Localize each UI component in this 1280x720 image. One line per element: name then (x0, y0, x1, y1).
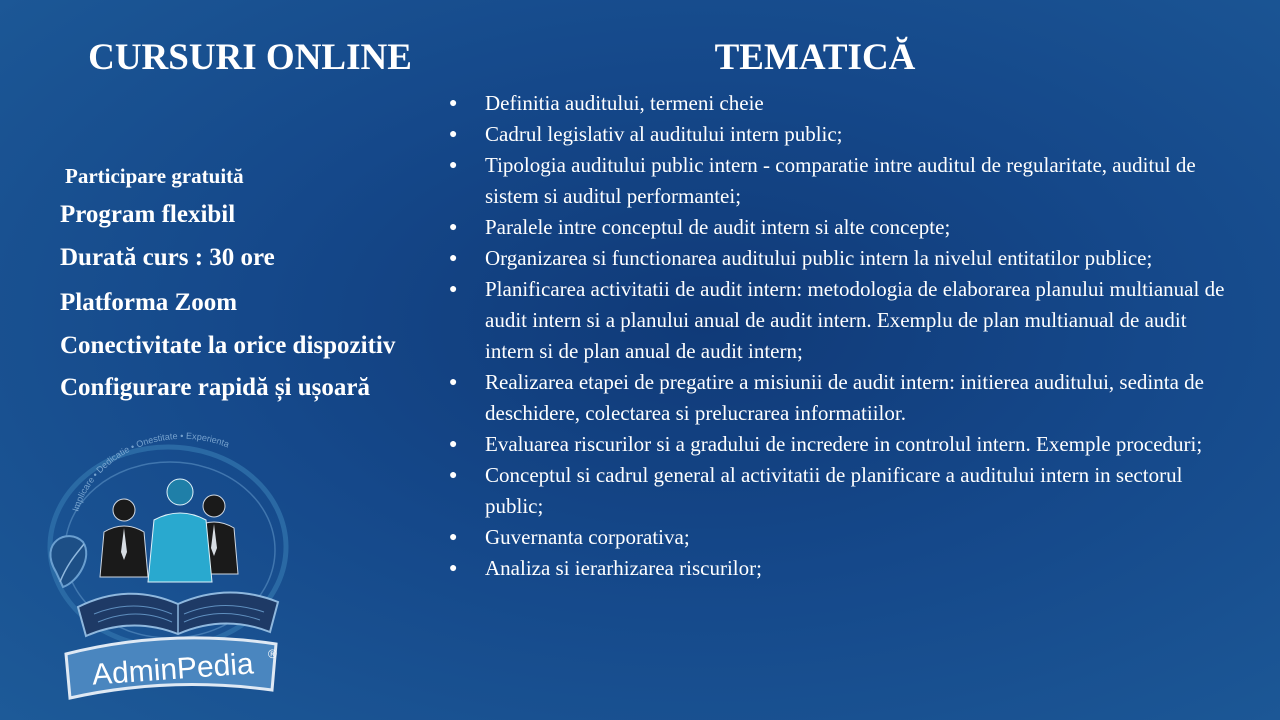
topic-text: Conceptul si cadrul general al activitatii de planificare a auditului intern in sectorul public; (485, 463, 1183, 518)
registered-mark: ® (268, 647, 277, 661)
brand-name: AdminPedia (90, 647, 255, 692)
topic-item (447, 553, 1227, 584)
topic-item (447, 150, 1227, 212)
bullet-icon: ● (449, 468, 458, 483)
adminpedia-logo (38, 432, 298, 704)
topic-text: Definitia auditului, termeni cheie (485, 91, 764, 115)
topic-text: Guvernanta corporativa; (485, 525, 690, 549)
brand-badge (66, 638, 277, 698)
topic-item (447, 243, 1227, 274)
bullet-icon: ● (449, 96, 458, 111)
feature-item: Participare gratuită (65, 164, 244, 188)
topic-item (447, 274, 1227, 367)
bullet-icon: ● (449, 375, 458, 390)
topic-text: Paralele intre conceptul de audit intern si alte concepte; (485, 215, 951, 239)
topic-item (447, 429, 1227, 460)
bullet-icon: ● (449, 251, 458, 266)
bullet-icon: ● (449, 530, 458, 545)
topic-text: Organizarea si functionarea auditului public intern la nivelul entitatilor publice; (485, 246, 1153, 270)
topics-title: TEMATICĂ (714, 37, 916, 78)
topic-item (447, 88, 1227, 119)
bullet-icon: ● (449, 220, 458, 235)
bullet-icon: ● (449, 561, 458, 576)
bullet-icon: ● (449, 282, 458, 297)
book-icon (78, 592, 278, 636)
people-icon (100, 479, 238, 582)
topic-text: Analiza si ierarhizarea riscurilor; (485, 556, 762, 580)
feature-item: Configurare rapidă și ușoară (60, 374, 370, 401)
bullet-icon: ● (449, 437, 458, 452)
feature-item: Program flexibil (60, 201, 236, 228)
topic-item (447, 367, 1227, 429)
topic-text: Evaluarea riscurilor si a gradului de incredere in controlul intern. Exemple proceduri; (485, 432, 1203, 456)
topic-item (447, 212, 1227, 243)
feature-item: Durată curs : 30 ore (60, 244, 275, 271)
topic-text: Planificarea activitatii de audit intern: metodologia de elaborarea planului multianual de audit intern si a planului anual de audit intern. Exemplu de plan multianual de audit intern si de plan anual de audit intern; (485, 277, 1225, 363)
topic-item (447, 460, 1227, 522)
feature-item: Platforma Zoom (60, 289, 238, 316)
topic-list (447, 88, 1227, 584)
topic-item (447, 119, 1227, 150)
bullet-icon: ● (449, 127, 458, 142)
feature-item: Conectivitate la orice dispozitiv (60, 332, 396, 359)
bullet-icon: ● (449, 158, 458, 173)
topic-item (447, 522, 1227, 553)
topic-text: Tipologia auditului public intern - comparatie intre auditul de regularitate, auditul de sistem si auditul performantei; (485, 153, 1196, 208)
courses-title: CURSURI ONLINE (88, 37, 412, 78)
topic-text: Realizarea etapei de pregatire a misiunii de audit intern: initierea auditului, sedinta de deschidere, colectarea si prelucrarea informatiilor. (485, 370, 1204, 425)
topic-text: Cadrul legislativ al auditului intern public; (485, 122, 843, 146)
logo-arc-text: Implicare • Dedicatie • Onestitate • Experienta (70, 432, 231, 513)
